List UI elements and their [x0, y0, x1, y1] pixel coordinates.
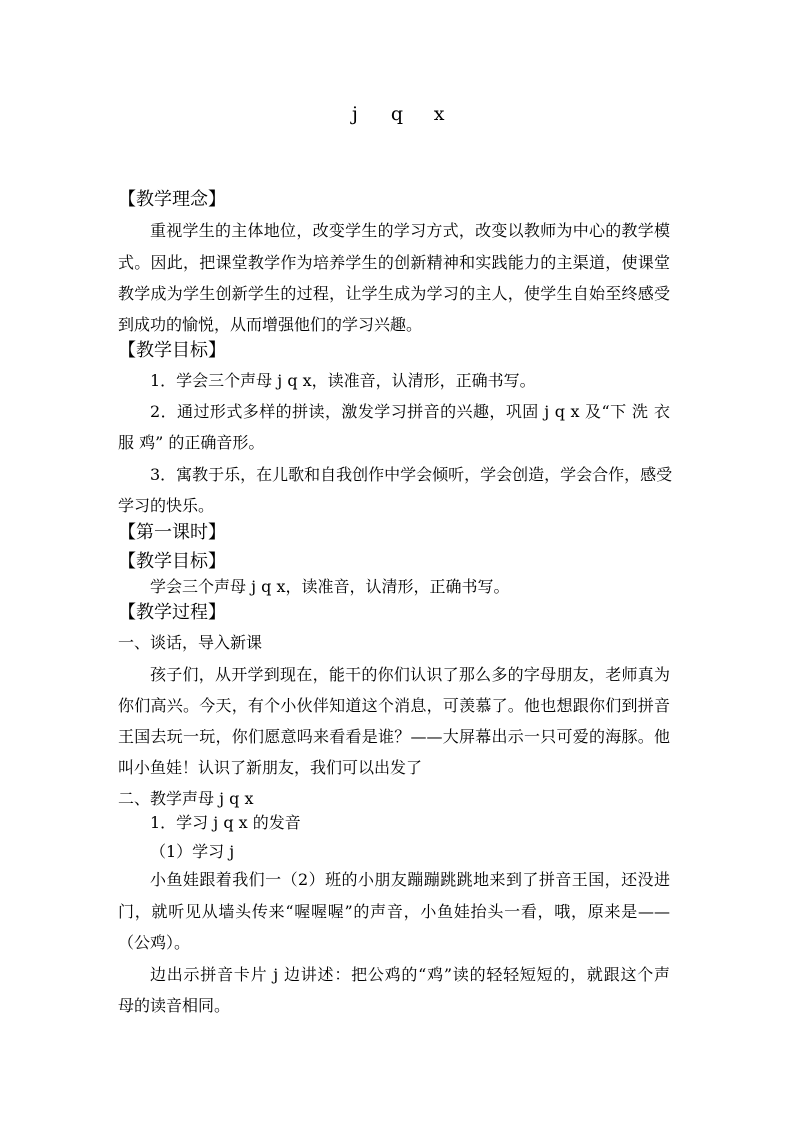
step2-heading: 二、教学声母 j q x — [118, 789, 254, 808]
philosophy-heading: 【教学理念】 — [118, 189, 226, 210]
title-letter-q: q — [390, 103, 404, 125]
goal-3-line-2: 学习的快乐。 — [118, 496, 215, 515]
step1-heading: 一、谈话，导入新课 — [118, 633, 263, 652]
philosophy-line-3: 教学成为学生创新学生的过程，让学生成为学习的主人，使学生自始至终感受 — [118, 284, 670, 303]
card-line-2: 母的读音相同。 — [118, 996, 231, 1015]
step2-sub-1a: （1）学习 j — [150, 842, 235, 861]
step1-line-4: 叫小鱼娃！认识了新朋友，我们可以出发了 — [118, 758, 423, 777]
lesson1-goal: 学会三个声母 j q x，读准音，认清形，正确书写。 — [150, 577, 510, 596]
process-heading: 【教学过程】 — [118, 602, 226, 623]
philosophy-line-4: 到成功的愉悦，从而增强他们的学习兴趣。 — [118, 315, 423, 334]
story-line-3: （公鸡）。 — [118, 933, 191, 952]
title-letter-j: j — [352, 103, 358, 125]
goals-heading: 【教学目标】 — [118, 340, 226, 361]
goal-2-line-2: 服 鸡” 的正确音形。 — [118, 433, 265, 452]
title-letter-x: x — [433, 103, 445, 125]
goal-2-line-1: 2．通过形式多样的拼读，激发学习拼音的兴趣，巩固 j q x 及“下 洗 衣 — [150, 402, 670, 421]
goal-3-line-1: 3．寓教于乐，在儿歌和自我创作中学会倾听，学会创造，学会合作，感受 — [150, 465, 673, 484]
lesson1-goals-heading: 【教学目标】 — [118, 551, 226, 572]
philosophy-line-2: 式。因此，把课堂教学作为培养学生的创新精神和实践能力的主渠道，使课堂 — [118, 253, 670, 272]
story-line-2: 门，就听见从墙头传来“喔喔喔”的声音，小鱼娃抬头一看，哦，原来是—— — [118, 902, 670, 921]
step2-sub-1: 1．学习 j q x 的发音 — [150, 813, 301, 832]
step1-line-2: 你们高兴。今天，有个小伙伴知道这个消息，可羡慕了。他也想跟你们到拼音 — [118, 696, 670, 715]
step1-line-3: 王国去玩一玩，你们愿意吗来看看是谁？——大屏幕出示一只可爱的海豚。他 — [118, 727, 670, 746]
card-line-1: 边出示拼音卡片 j 边讲述：把公鸡的“鸡”读的轻轻短短的，就跟这个声 — [150, 965, 670, 984]
page-title — [0, 103, 794, 125]
lesson1-heading: 【第一课时】 — [118, 522, 226, 543]
goal-1: 1．学会三个声母 j q x，读准音，认清形，正确书写。 — [150, 371, 536, 390]
story-line-1: 小鱼娃跟着我们一（2）班的小朋友蹦蹦跳跳地来到了拼音王国，还没进 — [150, 870, 670, 889]
step1-line-1: 孩子们，从开学到现在，能干的你们认识了那么多的字母朋友，老师真为 — [150, 665, 670, 684]
philosophy-line-1: 重视学生的主体地位，改变学生的学习方式，改变以教师为中心的教学模 — [150, 221, 670, 240]
